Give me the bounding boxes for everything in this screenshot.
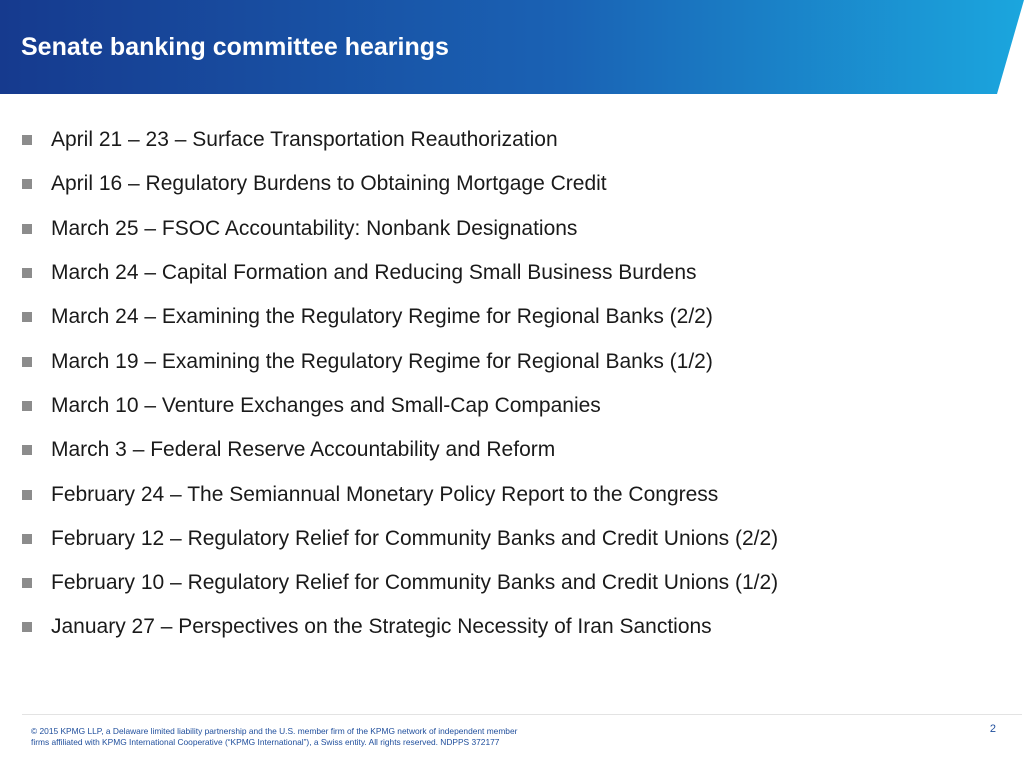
square-bullet-icon bbox=[22, 445, 32, 455]
hearing-list-item bbox=[22, 207, 778, 251]
hearing-item-text: March 24 – Examining the Regulatory Regime for Regional Banks (2/2) bbox=[51, 305, 713, 329]
footer-copyright-line-2: firms affiliated with KPMG International Cooperative (“KPMG International”), a Swiss entity. All rights reserved. NDPPS 372177 bbox=[31, 737, 500, 747]
hearing-list-item bbox=[22, 472, 778, 516]
square-bullet-icon bbox=[22, 534, 32, 544]
hearing-item-text: April 21 – 23 – Surface Transportation Reauthorization bbox=[51, 128, 558, 152]
footer-copyright bbox=[31, 726, 631, 748]
hearing-list-item bbox=[22, 251, 778, 295]
square-bullet-icon bbox=[22, 490, 32, 500]
square-bullet-icon bbox=[22, 622, 32, 632]
square-bullet-icon bbox=[22, 268, 32, 278]
square-bullet-icon bbox=[22, 135, 32, 145]
square-bullet-icon bbox=[22, 179, 32, 189]
hearing-list-item bbox=[22, 339, 778, 383]
hearing-list-item bbox=[22, 295, 778, 339]
hearing-list-item bbox=[22, 517, 778, 561]
hearing-item-text: February 12 – Regulatory Relief for Community Banks and Credit Unions (2/2) bbox=[51, 526, 779, 550]
hearing-list-item bbox=[22, 428, 778, 472]
hearing-item-text: January 27 – Perspectives on the Strategic Necessity of Iran Sanctions bbox=[51, 615, 712, 639]
hearing-list-item bbox=[22, 384, 778, 428]
square-bullet-icon bbox=[22, 357, 32, 367]
footer-copyright-line-1: © 2015 KPMG LLP, a Delaware limited liability partnership and the U.S. member firm of the KPMG network of independent member bbox=[31, 726, 518, 736]
hearing-item-text: April 16 – Regulatory Burdens to Obtaining Mortgage Credit bbox=[51, 172, 607, 196]
hearing-list bbox=[22, 118, 778, 650]
footer-divider bbox=[22, 714, 1022, 715]
hearing-item-text: March 25 – FSOC Accountability: Nonbank Designations bbox=[51, 216, 578, 240]
hearing-list-item bbox=[22, 561, 778, 605]
hearing-item-text: March 24 – Capital Formation and Reducing Small Business Burdens bbox=[51, 261, 697, 285]
square-bullet-icon bbox=[22, 401, 32, 411]
hearing-item-text: February 10 – Regulatory Relief for Community Banks and Credit Unions (1/2) bbox=[51, 571, 779, 595]
square-bullet-icon bbox=[22, 312, 32, 322]
hearing-list-item bbox=[22, 162, 778, 206]
hearing-item-text: March 10 – Venture Exchanges and Small-Cap Companies bbox=[51, 393, 601, 417]
hearing-list-item bbox=[22, 118, 778, 162]
square-bullet-icon bbox=[22, 224, 32, 234]
page-number: 2 bbox=[989, 723, 996, 735]
hearing-list-item bbox=[22, 605, 778, 649]
slide-title: Senate banking committee hearings bbox=[21, 33, 449, 61]
hearing-item-text: February 24 – The Semiannual Monetary Policy Report to the Congress bbox=[51, 482, 719, 506]
hearing-item-text: March 3 – Federal Reserve Accountability and Reform bbox=[51, 438, 556, 462]
square-bullet-icon bbox=[22, 578, 32, 588]
hearing-item-text: March 19 – Examining the Regulatory Regime for Regional Banks (1/2) bbox=[51, 349, 713, 373]
